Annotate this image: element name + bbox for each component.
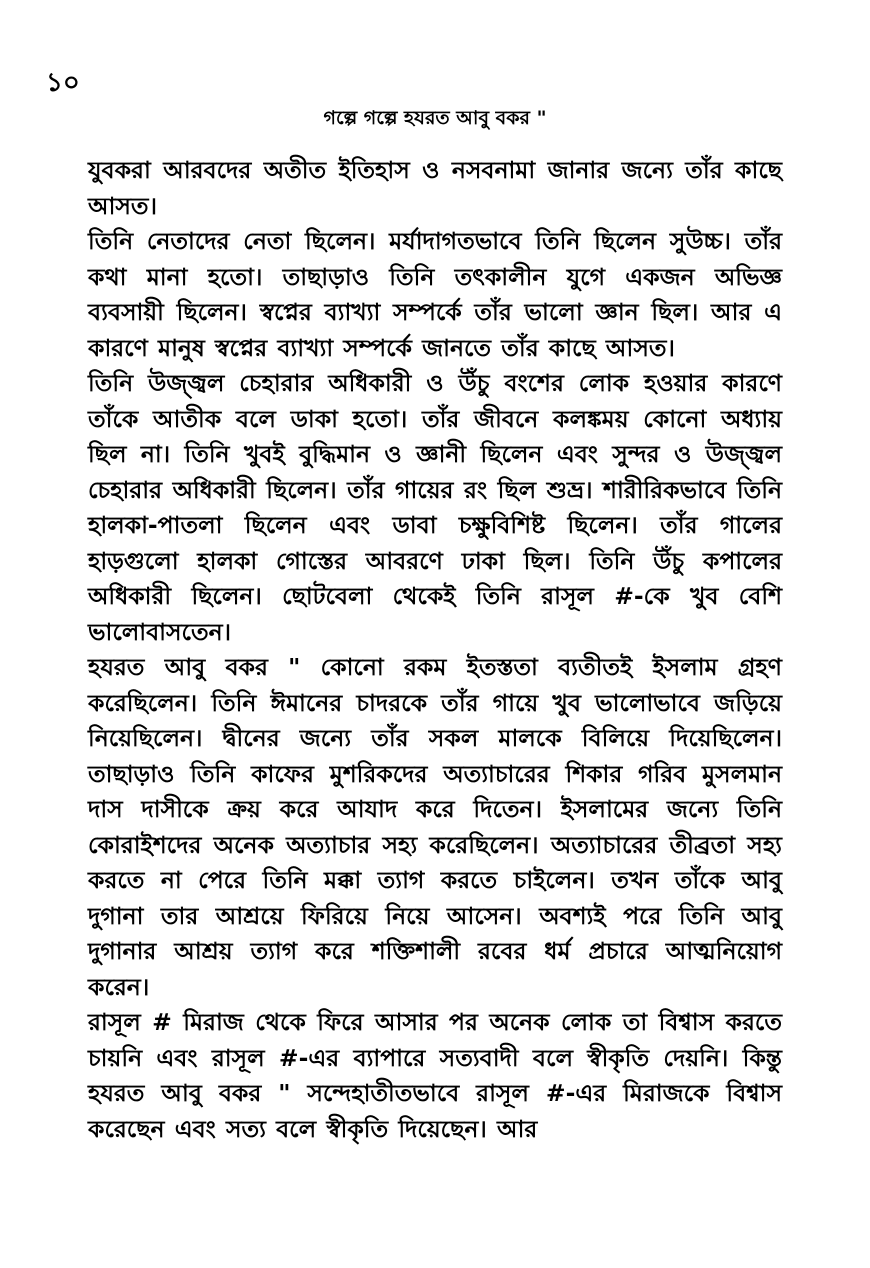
body-text	[88, 153, 782, 1147]
paragraph-2: তিনি নেতাদের নেতা ছিলেন। মর্যাদাগতভাবে তিনি ছিলেন সুউচ্চ। তাঁর কথা মানা হতো। তাছাড়াও তিনি তৎকালীন যুগে একজন অভিজ্ঞ ব্যবসায়ী ছিলেন। স্বপ্নের ব্যাখ্যা সম্পর্কে তাঁর ভালো জ্ঞান ছিল। আর এ কারণে মানুষ স্বপ্নের ব্যাখ্যা সম্পর্কে জানতে তাঁর কাছে আসত।	[88, 227, 782, 362]
running-header: গল্পে গল্পে হযরত আবু বকর "	[323, 107, 547, 129]
paragraph-3: তিনি উজ্জ্বল চেহারার অধিকারী ও উঁচু বংশের লোক হওয়ার কারণে তাঁকে আতীক বলে ডাকা হতো। তাঁর জীবনে কলঙ্কময় কোনো অধ্যায় ছিল না। তিনি খুবই বুদ্ধিমান ও জ্ঞানী ছিলেন এবং সুন্দর ও উজ্জ্বল চেহারার অধিকারী ছিলেন। তাঁর গায়ের রং ছিল শুভ্র। শারীরিকভাবে তিনি হালকা-পাতলা ছিলেন এবং ডাবা চক্ষুবিশিষ্ট ছিলেন। তাঁর গালের হাড়গুলো হালকা গোস্তের আবরণে ঢাকা ছিল। তিনি উঁচু কপালের অধিকারী ছিলেন। ছোটবেলা থেকেই তিনি রাসূল #-কে খুব বেশি ভালোবাসতেন।	[88, 369, 782, 646]
page-number: ১০	[46, 68, 80, 98]
paragraph-4: হযরত আবু বকর " কোনো রকম ইতস্ততা ব্যতীতই ইসলাম গ্রহণ করেছিলেন। তিনি ঈমানের চাদরকে তাঁর গায়ে খুব ভালোভাবে জড়িয়ে নিয়েছিলেন। দ্বীনের জন্যে তাঁর সকল মালকে বিলিয়ে দিয়েছিলেন। তাছাড়াও তিনি কাফের মুশরিকদের অত্যাচারের শিকার গরিব মুসলমান দাস দাসীকে ক্রয় করে আযাদ করে দিতেন। ইসলামের জন্যে তিনি কোরাইশদের অনেক অত্যাচার সহ্য করেছিলেন। অত্যাচারের তীব্রতা সহ্য করতে না পেরে তিনি মক্কা ত্যাগ করতে চাইলেন। তখন তাঁকে আবু দুগানা তার আশ্রয়ে ফিরিয়ে নিয়ে আসেন। অবশ্যই পরে তিনি আবু দুগানার আশ্রয় ত্যাগ করে শক্তিশালী রবের ধর্ম প্রচারে আত্মনিয়োগ করেন।	[88, 653, 782, 1001]
paragraph-1: যুবকরা আরবদের অতীত ইতিহাস ও নসবনামা জানার জন্যে তাঁর কাছে আসত।	[88, 156, 782, 220]
paragraph-5: রাসূল # মিরাজ থেকে ফিরে আসার পর অনেক লোক তা বিশ্বাস করতে চায়নি এবং রাসূল #-এর ব্যাপারে সত্যবাদী বলে স্বীকৃতি দেয়নি। কিন্তু হযরত আবু বকর " সন্দেহাতীতভাবে রাসূল #-এর মিরাজকে বিশ্বাস করেছেন এবং সত্য বলে স্বীকৃতি দিয়েছেন। আর	[88, 1008, 782, 1143]
